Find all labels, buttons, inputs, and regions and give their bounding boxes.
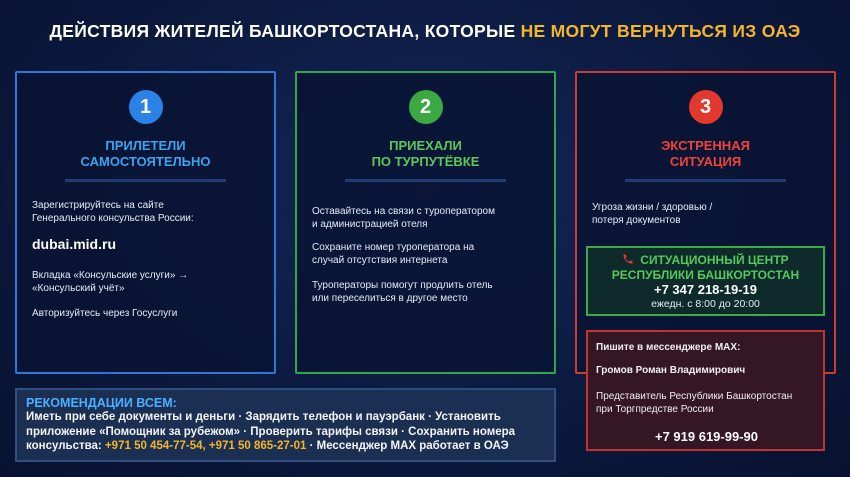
- card-heading: ПРИЛЕТЕЛИ САМОСТОЯТЕЛЬНО: [80, 138, 211, 169]
- step-number-1: 1: [129, 90, 163, 124]
- consulate-site: dubai.mid.ru: [32, 236, 116, 252]
- step-number-2: 2: [409, 90, 443, 124]
- recommendations-box: [15, 388, 556, 462]
- divider: [625, 179, 786, 182]
- situation-center-box: [586, 246, 825, 316]
- extend-hotel-text: Туроператоры помогут продлить отель или переселиться в другое место: [312, 280, 493, 304]
- title-highlight: НЕ МОГУТ ВЕРНУТЬСЯ ИЗ ОАЭ: [520, 21, 801, 41]
- divider: [65, 179, 226, 182]
- situation-center-title: СИТУАЦИОННЫЙ ЦЕНТР: [640, 253, 789, 267]
- card-tour-package: [295, 71, 556, 374]
- recommendations-line-1: Иметь при себе документы и деньги · Зарядить телефон и пауэрбанк · Установить: [26, 411, 501, 423]
- situation-center-region: РЕСПУБЛИКИ БАШКОРТОСТАН: [611, 268, 800, 282]
- messenger-box: [586, 330, 825, 451]
- card-heading: ПРИЕХАЛИ ПО ТУРПУТЁВКЕ: [371, 138, 480, 169]
- step-number-3: 3: [689, 90, 723, 124]
- messenger-heading: Пишите в мессенджере MAX:: [596, 342, 741, 353]
- title-part-1: ДЕЙСТВИЯ ЖИТЕЛЕЙ БАШКОРТОСТАНА, КОТОРЫЕ: [49, 21, 521, 41]
- phone-icon: [622, 253, 634, 265]
- contact-operator-text: Оставайтесь на связи с туроператором и администрацией отеля: [312, 206, 495, 230]
- card-emergency: [575, 71, 836, 444]
- recommendations-title: РЕКОМЕНДАЦИИ ВСЕМ:: [26, 396, 177, 410]
- situation-center-phone: +7 347 218-19-19: [653, 282, 757, 297]
- representative-name: Громов Роман Владимирович: [596, 365, 746, 376]
- card-self-travel: [15, 71, 276, 374]
- divider: [345, 179, 506, 182]
- gosuslugi-text: Авторизуйтесь через Госуслуги: [32, 308, 178, 319]
- representative-phone: +7 919 619-99-90: [654, 429, 758, 444]
- situation-center-hours: ежедн. с 8:00 до 20:00: [651, 298, 760, 310]
- consulate-phones: +971 50 454-77-54, +971 50 865-27-01: [104, 440, 307, 452]
- consular-tab-text: Вкладка «Консульские услуги» → «Консульский учёт»: [32, 270, 189, 294]
- page-title: [0, 21, 850, 42]
- recommendations-line-3: консульства: +971 50 454-77-54, +971 50 865-27-01 · Мессенджер MAX работает в ОАЭ: [26, 440, 509, 452]
- register-text: Зарегистрируйтесь на сайте Генерального консульства России:: [32, 200, 194, 224]
- threat-text: Угроза жизни / здоровью / потеря документов: [592, 202, 713, 226]
- representative-role: Представитель Республики Башкортостан при Торгпредстве России: [596, 391, 793, 415]
- card-heading: ЭКСТРЕННАЯ СИТУАЦИЯ: [661, 138, 750, 169]
- recommendations-line-2: приложение «Помощник за рубежом» · Проверить тарифы связи · Сохранить номера: [26, 425, 516, 438]
- save-number-text: Сохраните номер туроператора на случай отсутствия интернета: [312, 242, 475, 266]
